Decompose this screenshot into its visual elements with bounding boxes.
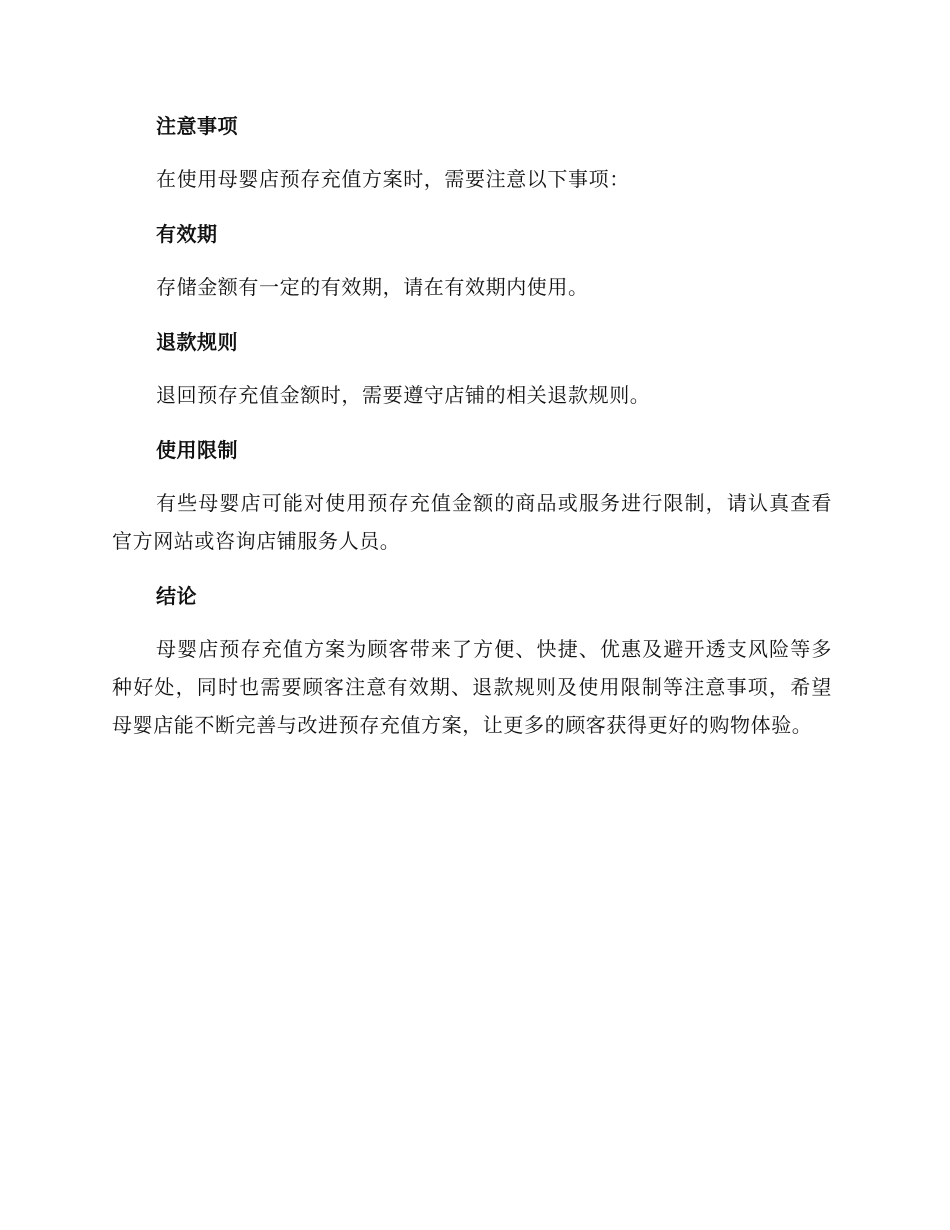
section-body-validity: 存储金额有一定的有效期，请在有效期内使用。 bbox=[156, 275, 589, 299]
section-body-notes: 在使用母婴店预存充值方案时，需要注意以下事项： bbox=[156, 167, 630, 191]
section-heading-restrictions: 使用限制 bbox=[156, 438, 238, 462]
section-heading-notes: 注意事项 bbox=[156, 114, 238, 138]
section-heading-refund: 退款规则 bbox=[156, 330, 238, 354]
section-heading-conclusion: 结论 bbox=[156, 584, 197, 608]
section-body-conclusion: 母婴店预存充值方案为顾客带来了方便、快捷、优惠及避开透支风险等多种好处，同时也需要顾客注意有效期、退款规则及使用限制等注意事项，希望母婴店能不断完善与改进预存充值方案，让更多的顾客获得更好的购物体验。 bbox=[112, 637, 832, 737]
section-heading-validity: 有效期 bbox=[156, 222, 218, 246]
section-body-refund: 退回预存充值金额时，需要遵守店铺的相关退款规则。 bbox=[156, 383, 651, 407]
document-content bbox=[112, 110, 832, 744]
section-body-restrictions: 有些母婴店可能对使用预存充值金额的商品或服务进行限制，请认真查看官方网站或咨询店铺服务人员。 bbox=[112, 491, 832, 553]
